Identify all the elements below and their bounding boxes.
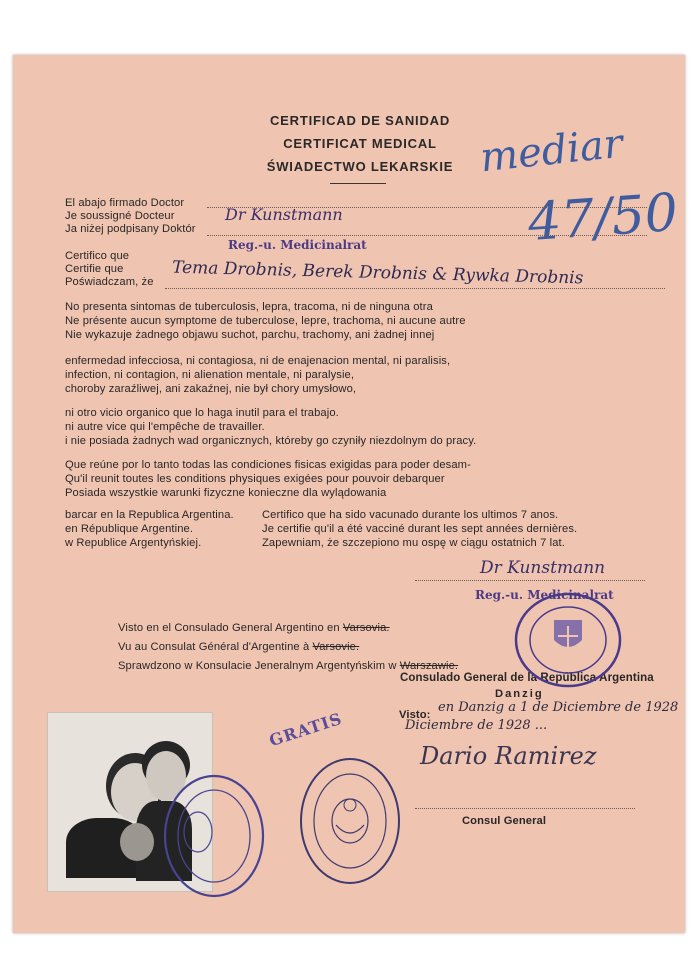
visa-line-fr bbox=[118, 641, 359, 654]
dotted-line bbox=[415, 808, 635, 809]
doctor-line-es: El abajo firmado Doctor bbox=[65, 197, 185, 209]
gratis-stamp: GRATIS bbox=[266, 708, 345, 751]
title-polish: ŚWIADECTWO LEKARSKIE bbox=[266, 159, 454, 174]
title-spanish: CERTIFICAD DE SANIDAD bbox=[269, 113, 451, 128]
danzig-line: Danzig bbox=[495, 688, 544, 700]
text-line: barcar en la Republica Argentina. bbox=[65, 509, 234, 521]
doctor-line-pl: Ja niżej podpisany Doktór bbox=[65, 223, 196, 235]
consulate-seal-photo bbox=[160, 770, 268, 905]
doctor-signature-bottom: Dr Kunstmann bbox=[480, 558, 606, 578]
visa-prefix: Sprawdzono w Konsulacie Jeneralnym Argentyńskim w bbox=[118, 660, 397, 672]
person-face-child bbox=[120, 823, 154, 861]
text-line: enfermedad infecciosa, ni contagiosa, ni de enajenacion mental, ni paralisis, bbox=[65, 355, 451, 367]
doctor-stamp-bottom: Reg.-u. Medicinalrat bbox=[475, 588, 614, 602]
text-line: Je certifie qu'il a été vacciné durant les sept années dernières. bbox=[262, 523, 578, 535]
persons-handwriting: Tema Drobnis, Berek Drobnis & Rywka Drobnis bbox=[171, 257, 584, 289]
text-line: i nie posiada żadnych wad organicznych, któreby go czyniły niezdolnym do pracy. bbox=[65, 435, 477, 447]
text-line: No presenta sintomas de tuberculosis, lepra, tracoma, ni de ninguna otra bbox=[65, 301, 433, 313]
text-line: ni otro vicio organico que lo haga inutil para el trabajo. bbox=[65, 407, 339, 419]
text-line: Qu'il reunit toutes les conditions physiques exigées pour pouvoir debarquer bbox=[65, 473, 445, 485]
visa-city: Warszawie. bbox=[399, 660, 459, 672]
title-rule bbox=[330, 183, 386, 184]
text-line: Certifico que ha sido vacunado durante los ultimos 7 anos. bbox=[262, 509, 559, 521]
text-line: Nie wykazuje żadnego objawu suchot, parchu, trachomy, ani żadnej innej bbox=[65, 329, 435, 341]
consul-signature: Dario Ramirez bbox=[420, 742, 597, 770]
handwritten-note: mediar bbox=[477, 120, 625, 182]
consul-title: Consul General bbox=[462, 815, 547, 827]
text-line: ni autre vice qui l'empêche de travailler. bbox=[65, 421, 265, 433]
certify-line-pl: Poświadczam, że bbox=[65, 276, 154, 288]
text-line: choroby zaraźliwej, ani zakaźnej, nie był chory umysłowo, bbox=[65, 383, 357, 395]
visa-line-es bbox=[118, 622, 390, 635]
doctor-stamp: Reg.-u. Medicinalrat bbox=[228, 238, 367, 252]
text-line: w Republice Argentyńskiej. bbox=[65, 537, 202, 549]
dotted-line bbox=[207, 235, 647, 236]
consulate-seal-right bbox=[512, 590, 624, 690]
text-line: en République Argentine. bbox=[65, 523, 194, 535]
consulate-line: Consulado General de la República Argentina bbox=[400, 672, 654, 684]
text-line: Que reúne por lo tanto todas las condiciones fisicas exigidas para poder desam- bbox=[65, 459, 471, 471]
doctor-signature: Dr Kunstmann bbox=[225, 205, 343, 224]
dotted-line bbox=[165, 288, 665, 289]
visto-label: Visto: bbox=[399, 709, 431, 721]
dotted-line bbox=[415, 580, 645, 581]
visto-handwriting-1: en Danzig a 1 de Diciembre de 1928 bbox=[438, 700, 679, 715]
consulate-seal-center bbox=[298, 755, 403, 890]
certify-line-es: Certifico que bbox=[65, 250, 130, 262]
visa-city: Varsovie. bbox=[312, 641, 360, 653]
text-line: Zapewniam, że szczepiono mu ospę w ciągu ostatnich 7 lat. bbox=[262, 537, 565, 549]
visa-prefix: Visto en el Consulado General Argentino en bbox=[118, 622, 340, 634]
visa-prefix: Vu au Consulat Général d'Argentine à bbox=[118, 641, 310, 653]
doctor-line-fr: Je soussigné Docteur bbox=[65, 210, 175, 222]
handwritten-number: 47/50 bbox=[526, 182, 680, 254]
visa-city: Varsovia. bbox=[342, 622, 390, 634]
visto-handwriting-2: Diciembre de 1928 ... bbox=[405, 718, 548, 733]
text-line: Posiada wszystkie warunki fizyczne konieczne dla wylądowania bbox=[65, 487, 387, 499]
text-line: Ne présente aucun symptome de tuberculose, lepre, trachoma, ni aucune autre bbox=[65, 315, 466, 327]
certify-line-fr: Certifie que bbox=[65, 263, 124, 275]
title-french: CERTIFICAT MEDICAL bbox=[283, 136, 437, 151]
text-line: infection, ni contagion, ni alienation mentale, ni paralysie, bbox=[65, 369, 355, 381]
